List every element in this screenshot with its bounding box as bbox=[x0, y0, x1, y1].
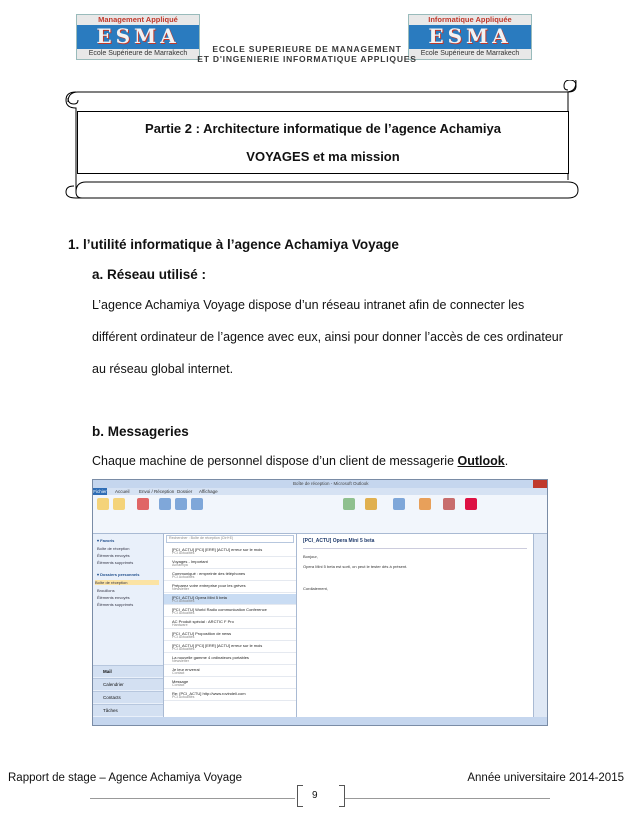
rules-icon bbox=[365, 498, 377, 510]
esma-management-logo bbox=[76, 14, 200, 60]
mail-sender: [PCI_ACTU] [PCI] [ERR] [ACTU] erreur sur le mois bbox=[172, 547, 263, 552]
reading-subject: [PCI_ACTU] Opera Mini 5 beta bbox=[303, 538, 375, 544]
section-title-line1: Partie 2 : Architecture informatique de l’agence Achamiya bbox=[145, 121, 501, 136]
reading-body-line: Cordialement, bbox=[303, 586, 328, 591]
mail-list-item bbox=[164, 666, 296, 677]
reading-divider bbox=[303, 548, 527, 549]
mail-list-item bbox=[164, 690, 296, 701]
new-items-icon bbox=[113, 498, 125, 510]
search-box: Rechercher : Boîte de réception (Ctrl+E) bbox=[166, 535, 294, 543]
reading-pane bbox=[297, 534, 533, 717]
unread-icon bbox=[419, 498, 431, 510]
school-name-line2: ET D'INGENIERIE INFORMATIQUE APPLIQUES bbox=[197, 54, 417, 64]
outlook-word: Outlook bbox=[457, 454, 505, 468]
mail-sender: Voyages - Important bbox=[172, 559, 208, 564]
ribbon bbox=[93, 495, 547, 534]
nav-inbox-selected: Boîte de réception bbox=[95, 580, 159, 585]
paragraph-line: différent ordinateur de l’agence avec eux, ainsi pour donner l’accès de ces ordinateur bbox=[92, 330, 563, 344]
mail-sender: [PCI_ACTU] Proposition de news bbox=[172, 631, 232, 636]
footer-rule-right bbox=[345, 798, 550, 799]
paragraph-line: L’agence Achamiya Voyage dispose d’un réseau intranet afin de connecter les bbox=[92, 298, 525, 312]
mail-sender: Message bbox=[172, 679, 189, 684]
nav-button-tasks: Tâches bbox=[93, 704, 163, 716]
logo-right-top: Informatique Appliquée bbox=[409, 15, 531, 25]
window-titlebar bbox=[93, 480, 547, 488]
mail-sender: Préparez votre entreprise pour les grèves bbox=[172, 583, 246, 588]
new-mail-icon bbox=[97, 498, 109, 510]
mail-meta: Achamiya bbox=[172, 563, 188, 567]
nav-inbox: Boîte de réception bbox=[97, 546, 130, 551]
paragraph-messageries bbox=[92, 445, 572, 477]
reply-icon bbox=[159, 498, 171, 510]
footer-left: Rapport de stage – Agence Achamiya Voyage bbox=[8, 772, 242, 784]
mail-sender: Re: [PCI_ACTU] http://www.rovindeli.com bbox=[172, 691, 246, 696]
mail-list-item bbox=[164, 594, 296, 605]
mail-meta: Contact bbox=[172, 671, 185, 675]
footer-rule-left bbox=[90, 798, 295, 799]
paragraph-line: au réseau global internet. bbox=[92, 362, 234, 376]
onenote-icon bbox=[393, 498, 405, 510]
mail-list-item bbox=[164, 558, 296, 569]
mail-meta: Newsletter bbox=[172, 587, 189, 591]
logo-left-bottom: Ecole Supérieure de Marrakech bbox=[77, 49, 199, 59]
nav-button-calendar: Calendrier bbox=[93, 678, 163, 690]
paragraph-reseau bbox=[92, 289, 572, 385]
mail-sender: AC Produit spécial : ARCTIC F Pro bbox=[172, 619, 234, 624]
mail-sender: [PCI_ACTU] Opera Mini 5 beta bbox=[172, 595, 227, 600]
nav-button-contacts: Contacts bbox=[93, 691, 163, 703]
footer-right: Année universitaire 2014-2015 bbox=[467, 772, 624, 784]
logo-left-top: Management Appliqué bbox=[77, 15, 199, 25]
tab-folder: Dossier bbox=[177, 489, 193, 494]
page-bracket-right bbox=[339, 785, 345, 807]
logo-left-name: ESMA bbox=[96, 24, 180, 48]
nav-personal-folders: ▾ Dossiers personnels bbox=[97, 572, 140, 577]
mail-list-item bbox=[164, 654, 296, 665]
mail-meta: PCI Actualités bbox=[172, 695, 195, 699]
mail-list-item bbox=[164, 570, 296, 581]
page-number: 9 bbox=[312, 790, 318, 801]
nav-button-mail: Mail bbox=[93, 665, 163, 677]
nav-drafts: Brouillons bbox=[97, 588, 115, 593]
mail-meta: Contact bbox=[172, 683, 185, 687]
mail-sender: [PCI_ACTU] [PCI] [ERR] [ACTU] erreur sur le mois bbox=[172, 643, 263, 648]
page-bracket-left bbox=[297, 785, 303, 807]
subheading-reseau: a. Réseau utilisé : bbox=[92, 267, 207, 282]
subheading-messageries: b. Messageries bbox=[92, 424, 189, 439]
status-bar bbox=[93, 717, 547, 725]
nav-deleted-2: Éléments supprimés bbox=[97, 602, 134, 607]
mail-list-item bbox=[164, 678, 296, 689]
mail-sender: Je leur enverrai bbox=[172, 667, 200, 672]
section-title-box bbox=[77, 111, 569, 174]
close-icon bbox=[533, 480, 547, 488]
mail-list-item bbox=[164, 618, 296, 629]
ribbon-tabs bbox=[93, 488, 547, 495]
reading-body-line: Opera Mini 5 beta est sorti, on peut le tester dès à présent. bbox=[303, 564, 408, 569]
school-name-line1: ECOLE SUPERIEURE DE MANAGEMENT bbox=[212, 44, 402, 54]
window-title: Boîte de réception - Microsoft Outlook bbox=[293, 481, 369, 486]
message-list bbox=[164, 534, 297, 717]
mail-sender: Communiqué : empreinte des téléphones bbox=[172, 571, 246, 576]
reply-all-icon bbox=[175, 498, 187, 510]
mail-list-item bbox=[164, 606, 296, 617]
mail-meta: PCI Actualités bbox=[172, 599, 195, 603]
logo-right-bottom: Ecole Supérieure de Marrakech bbox=[409, 49, 531, 59]
mail-meta: PCI Actualités bbox=[172, 647, 195, 651]
paragraph-text-end: . bbox=[504, 454, 509, 468]
nav-favorites: ▾ Favoris bbox=[97, 538, 115, 543]
tab-file: Fichier bbox=[93, 489, 107, 494]
reading-body-line: Bonjour, bbox=[303, 554, 318, 559]
logo-right-name: ESMA bbox=[428, 24, 512, 48]
mail-sender: [PCI_ACTU] World Radio communication Conference bbox=[172, 607, 267, 612]
tab-view: Affichage bbox=[199, 489, 218, 494]
move-icon bbox=[343, 498, 355, 510]
forward-icon bbox=[191, 498, 203, 510]
navigation-pane bbox=[93, 534, 164, 717]
nav-deleted: Éléments supprimés bbox=[97, 560, 134, 565]
todo-bar bbox=[533, 534, 547, 717]
outlook-screenshot bbox=[92, 479, 548, 726]
mail-meta: PCI Actualités bbox=[172, 611, 195, 615]
mail-meta: PCI Actualités bbox=[172, 551, 195, 555]
paragraph-text: Chaque machine de personnel dispose d’un client de messagerie bbox=[92, 454, 458, 468]
mail-meta: PCI Actualités bbox=[172, 635, 195, 639]
delete-icon bbox=[137, 498, 149, 510]
nav-sent: Éléments envoyés bbox=[97, 553, 130, 558]
mail-sender: La nouvelle gamme 4 ordinateurs portables bbox=[172, 655, 249, 660]
nav-sent-2: Éléments envoyés bbox=[97, 595, 130, 600]
categorize-icon bbox=[443, 498, 455, 510]
tab-home: Accueil bbox=[115, 489, 130, 494]
mail-meta: PCI Actualités bbox=[172, 575, 195, 579]
mail-meta: Hardware bbox=[172, 623, 188, 627]
section-title-line2: VOYAGES et ma mission bbox=[246, 149, 400, 164]
mail-list-item bbox=[164, 630, 296, 641]
follow-up-icon bbox=[465, 498, 477, 510]
esma-informatique-logo bbox=[408, 14, 532, 60]
mail-list-item bbox=[164, 582, 296, 593]
mail-list-item bbox=[164, 546, 296, 557]
heading-informatique-utility: 1. l’utilité informatique à l’agence Achamiya Voyage bbox=[68, 237, 399, 252]
mail-list-item bbox=[164, 642, 296, 653]
tab-send-receive: Envoi / Réception bbox=[139, 489, 175, 494]
mail-meta: Newsletter bbox=[172, 659, 189, 663]
